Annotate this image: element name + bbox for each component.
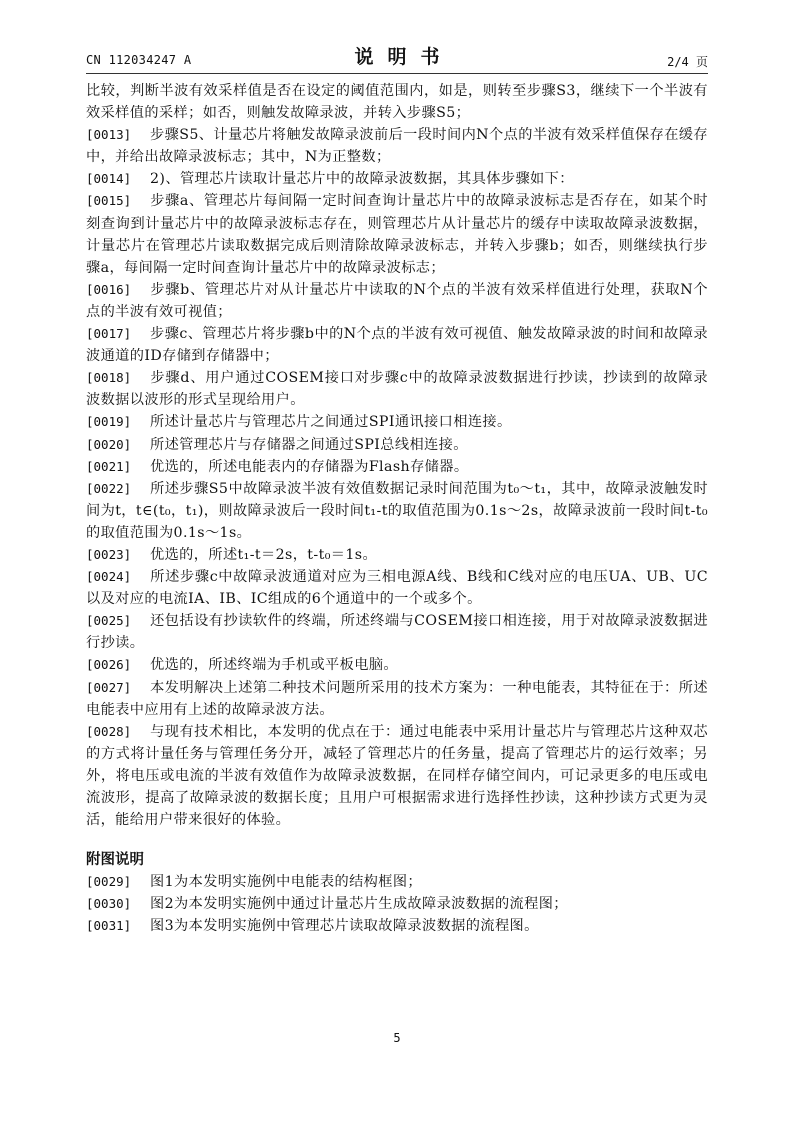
paragraph-number: [0029] <box>86 874 132 890</box>
paragraph <box>86 367 708 411</box>
paragraph <box>86 80 708 124</box>
paragraph-text: 优选的，所述电能表内的存储器为Flash存储器。 <box>150 458 469 475</box>
publication-number: CN 112034247 A <box>86 53 192 67</box>
paragraph-text: 比较，判断半波有效采样值是否在设定的阈值范围内，如是，则转至步骤S3，继续下一个半波有效采样值的采样；如否，则触发故障录波，并转入步骤S5； <box>86 83 708 122</box>
paragraph <box>86 566 708 610</box>
paragraph-number: [0030] <box>86 896 132 912</box>
paragraph <box>86 871 708 893</box>
paragraph-text: 与现有技术相比，本发明的优点在于：通过电能表中采用计量芯片与管理芯片这种双芯的方式将计量任务与管理任务分开，减轻了管理芯片的任务量，提高了管理芯片的运行效率；另外，将电压或电流的半波有效值作为故障录波数据，在同样存储空间内，可记录更多的电压或电流波形，提高了故障录波的数据长度；且用户可根据需求进行选择性抄读，这种抄读方式更为灵活，能给用户带来很好的体验。 <box>86 723 708 829</box>
paragraph <box>86 893 708 915</box>
paragraph-number: [0013] <box>86 127 132 143</box>
paragraph-text: 步骤a、管理芯片每间隔一定时间查询计量芯片中的故障录波标志是否存在，如某个时刻查询到计量芯片中的故障录波标志存在，则管理芯片从计量芯片的缓存中读取故障录波数据，计量芯片在管理芯片读取数据完成后则清除故障录波标志，并转入步骤b；如否，则继续执行步骤a，每间隔一定时间查询计量芯片中的故障录波标志； <box>86 193 708 276</box>
paragraph-number: [0024] <box>86 569 132 585</box>
paragraph-text: 步骤S5、计量芯片将触发故障录波前后一段时间内N个点的半波有效采样值保存在缓存中，并给出故障录波标志；其中，N为正整数； <box>86 127 708 166</box>
page-header <box>86 42 708 70</box>
paragraph-text: 步骤b、管理芯片对从计量芯片中读取的N个点的半波有效采样值进行处理，获取N个点的半波有效可视值； <box>86 281 708 320</box>
paragraph-number: [0020] <box>86 436 132 452</box>
paragraph-text: 所述管理芯片与存储器之间通过SPI总线相连接。 <box>150 436 468 453</box>
paragraph-text: 优选的，所述t₁-t＝2s，t-t₀＝1s。 <box>150 546 378 563</box>
paragraph-number: [0021] <box>86 458 132 474</box>
paragraph-text: 图2为本发明实施例中通过计量芯片生成故障录波数据的流程图； <box>150 896 568 913</box>
paragraph <box>86 654 708 676</box>
paragraph <box>86 411 708 433</box>
paragraph <box>86 434 708 456</box>
paragraph-text: 图3为本发明实施例中管理芯片读取故障录波数据的流程图。 <box>150 918 539 935</box>
document-title: 说明书 <box>354 46 454 68</box>
paragraph-number: [0019] <box>86 414 132 430</box>
page-number: 5 <box>393 1031 401 1045</box>
header-rule <box>86 73 708 74</box>
paragraph-number: [0025] <box>86 613 132 629</box>
paragraph <box>86 124 708 168</box>
paragraph <box>86 478 708 544</box>
page-indicator: 2/4 页 <box>667 55 708 69</box>
paragraph-number: [0016] <box>86 281 132 297</box>
section-heading: 附图说明 <box>86 851 144 869</box>
paragraph <box>86 168 708 190</box>
paragraph-number: [0017] <box>86 326 132 342</box>
paragraph-text: 步骤d、用户通过COSEM接口对步骤c中的故障录波数据进行抄读，抄读到的故障录波数据以波形的形式呈现给用户。 <box>86 370 708 409</box>
paragraph-text: 优选的，所述终端为手机或平板电脑。 <box>150 657 398 674</box>
paragraph <box>86 323 708 367</box>
paragraph-number: [0031] <box>86 918 132 934</box>
paragraph <box>86 544 708 566</box>
paragraph-number: [0018] <box>86 370 132 386</box>
paragraph-number: [0023] <box>86 546 132 562</box>
paragraph <box>86 721 708 831</box>
paragraph-number: [0027] <box>86 679 132 695</box>
paragraph <box>86 677 708 721</box>
paragraph <box>86 610 708 654</box>
paragraph <box>86 279 708 323</box>
paragraph-text: 步骤c、管理芯片将步骤b中的N个点的半波有效可视值、触发故障录波的时间和故障录波通道的ID存储到存储器中； <box>86 326 708 365</box>
paragraph-text: 图1为本发明实施例中电能表的结构框图； <box>150 874 423 891</box>
paragraph-text: 所述步骤c中故障录波通道对应为三相电源A线、B线和C线对应的电压UA、UB、UC以及对应的电流IA、IB、IC组成的6个通道中的一个或多个。 <box>86 569 708 608</box>
paragraph-number: [0014] <box>86 171 132 187</box>
paragraph-number: [0026] <box>86 657 132 673</box>
document-body <box>86 80 708 937</box>
paragraph-text: 2)、管理芯片读取计量芯片中的故障录波数据，其具体步骤如下： <box>150 171 574 188</box>
paragraph-number: [0015] <box>86 193 132 209</box>
paragraph <box>86 190 708 278</box>
paragraph-text: 所述步骤S5中故障录波半波有效值数据记录时间范围为t₀～t₁，其中，故障录波触发时间为t，t∈(t₀，t₁)，则故障录波后一段时间t₁-t的取值范围为0.1s～2s，故障录波前一段时间t-t₀的取值范围为0.1s～1s。 <box>86 480 708 541</box>
paragraph-text: 本发明解决上述第二种技术问题所采用的技术方案为：一种电能表，其特征在于：所述电能表中应用有上述的故障录波方法。 <box>86 679 708 718</box>
paragraph-text: 还包括设有抄读软件的终端，所述终端与COSEM接口相连接，用于对故障录波数据进行抄读。 <box>86 613 708 652</box>
paragraph-number: [0022] <box>86 480 132 496</box>
paragraph <box>86 915 708 937</box>
paragraph-text: 所述计量芯片与管理芯片之间通过SPI通讯接口相连接。 <box>150 414 512 431</box>
paragraph <box>86 456 708 478</box>
paragraph-number: [0028] <box>86 723 132 739</box>
